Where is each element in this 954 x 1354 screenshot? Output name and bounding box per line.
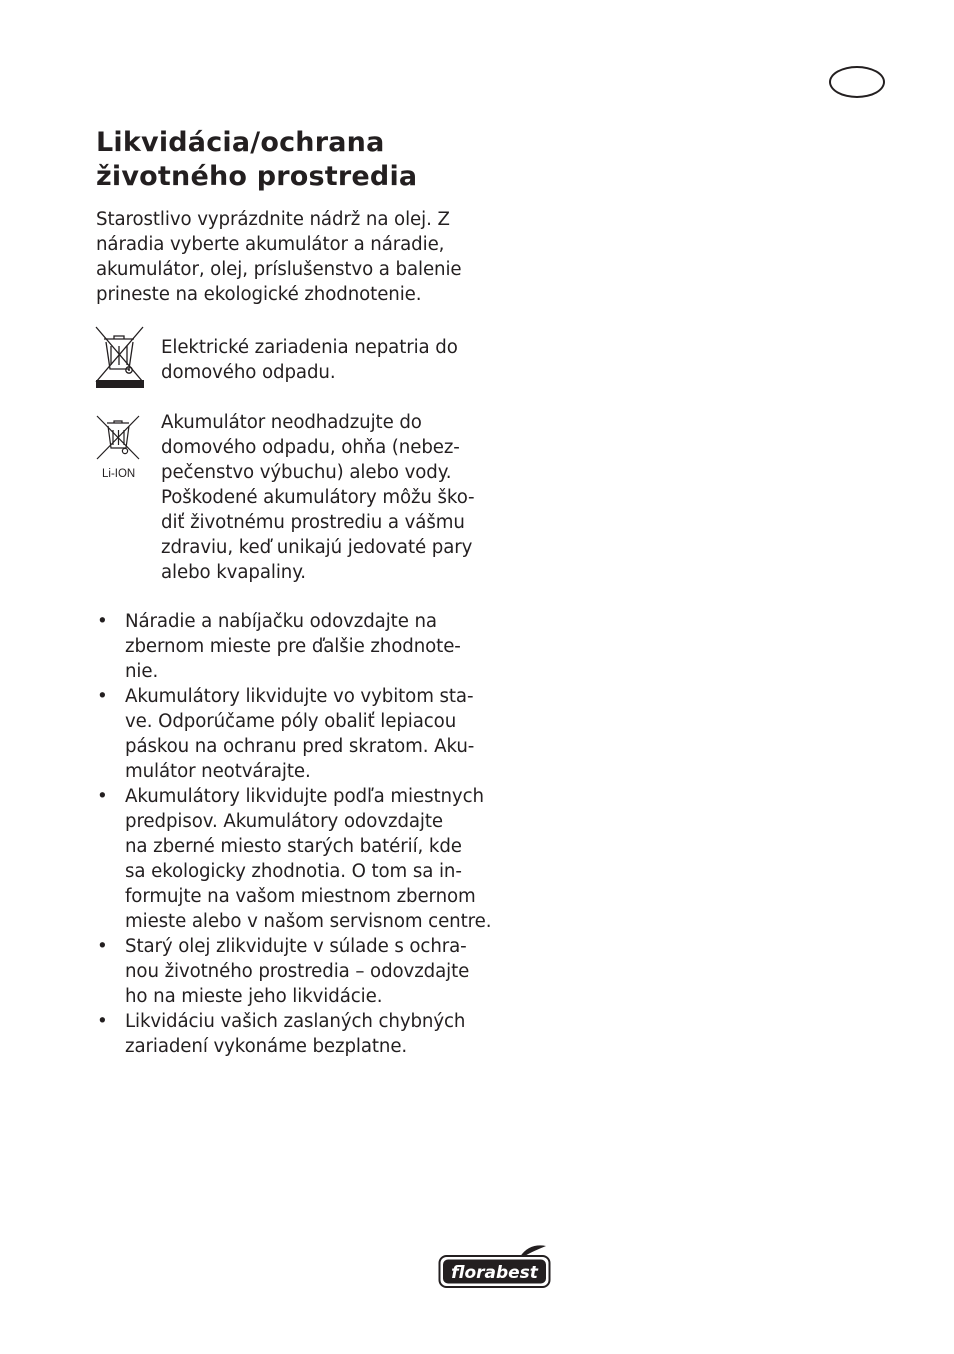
list-item — [96, 1009, 491, 1059]
list-item-line: zariadení vykonáme bezplatne. — [125, 1036, 408, 1057]
battery-type-label: Li-ION — [102, 468, 136, 480]
list-item — [96, 609, 491, 684]
intro-line: prineste na ekologické zhodnotenie. — [96, 284, 422, 305]
weee-note-line: Elektrické zariadenia nepatria do — [161, 337, 458, 358]
list-item-line: Akumulátory likvidujte podľa miestnych — [125, 786, 484, 807]
list-item — [96, 684, 491, 784]
list-item — [96, 784, 491, 934]
language-tab-oval — [829, 66, 885, 98]
bullet-marker: • — [97, 686, 108, 707]
list-item — [96, 934, 491, 1009]
list-item-line: zbernom mieste pre ďalšie zhodnote- — [125, 636, 461, 657]
list-item-line: mieste alebo v našom servisnom centre. — [125, 911, 492, 932]
battery-note-line: Poškodené akumulátory môžu ško- — [161, 487, 475, 508]
list-item-line: ve. Odporúčame póly obaliť lepiacou — [125, 711, 457, 732]
bullet-marker: • — [97, 786, 108, 807]
title-line: životného prostredia — [96, 161, 418, 192]
florabest-logo — [438, 1244, 552, 1294]
battery-note-line: alebo kvapaliny. — [161, 562, 306, 583]
brand-wordmark: florabest — [451, 1263, 538, 1283]
bullet-marker: • — [97, 1011, 108, 1032]
list-item-line: mulátor neotvárajte. — [125, 761, 311, 782]
battery-note-line: diť životnému prostrediu a vášmu — [161, 512, 465, 533]
list-item-line: na zberné miesto starých batérií, kde — [125, 836, 462, 857]
weee-note-line: domového odpadu. — [161, 362, 336, 383]
intro-line: akumulátor, olej, príslušenstvo a balenie — [96, 259, 462, 280]
list-item-line: predpisov. Akumulátory odovzdajte — [125, 811, 444, 832]
list-item-line: Likvidáciu vašich zaslaných chybných — [125, 1011, 466, 1032]
list-item-line: Akumulátory likvidujte vo vybitom sta- — [125, 686, 474, 707]
list-item-line: Starý olej zlikvidujte v súlade s ochra- — [125, 936, 467, 957]
battery-disposal-icon — [95, 414, 145, 480]
weee-note — [161, 335, 458, 385]
section-title — [96, 126, 417, 194]
title-line: Likvidácia/ochrana — [96, 127, 385, 158]
bullet-marker: • — [97, 936, 108, 957]
list-item-line: Náradie a nabíjačku odovzdajte na — [125, 611, 437, 632]
bullet-marker: • — [97, 611, 108, 632]
list-item-line: ho na mieste jeho likvidácie. — [125, 986, 383, 1007]
intro-paragraph — [96, 207, 462, 307]
battery-note-line: Akumulátor neodhadzujte do — [161, 412, 422, 433]
battery-note-line: zdraviu, keď unikajú jedovaté pary — [161, 537, 473, 558]
battery-note — [161, 410, 475, 585]
battery-note-line: pečenstvo výbuchu) alebo vody. — [161, 462, 452, 483]
battery-note-line: domového odpadu, ohňa (nebez- — [161, 437, 460, 458]
intro-line: náradia vyberte akumulátor a náradie, — [96, 234, 445, 255]
intro-line: Starostlivo vyprázdnite nádrž na olej. Z — [96, 209, 450, 230]
disposal-bullet-list — [96, 609, 491, 1059]
list-item-line: sa ekologicky zhodnotia. O tom sa in- — [125, 861, 462, 882]
crossed-out-wheelie-bin-icon — [95, 325, 147, 391]
list-item-line: nou životného prostredia – odovzdajte — [125, 961, 470, 982]
list-item-line: nie. — [125, 661, 159, 682]
list-item-line: páskou na ochranu pred skratom. Aku- — [125, 736, 475, 757]
list-item-line: formujte na vašom miestnom zbernom — [125, 886, 476, 907]
